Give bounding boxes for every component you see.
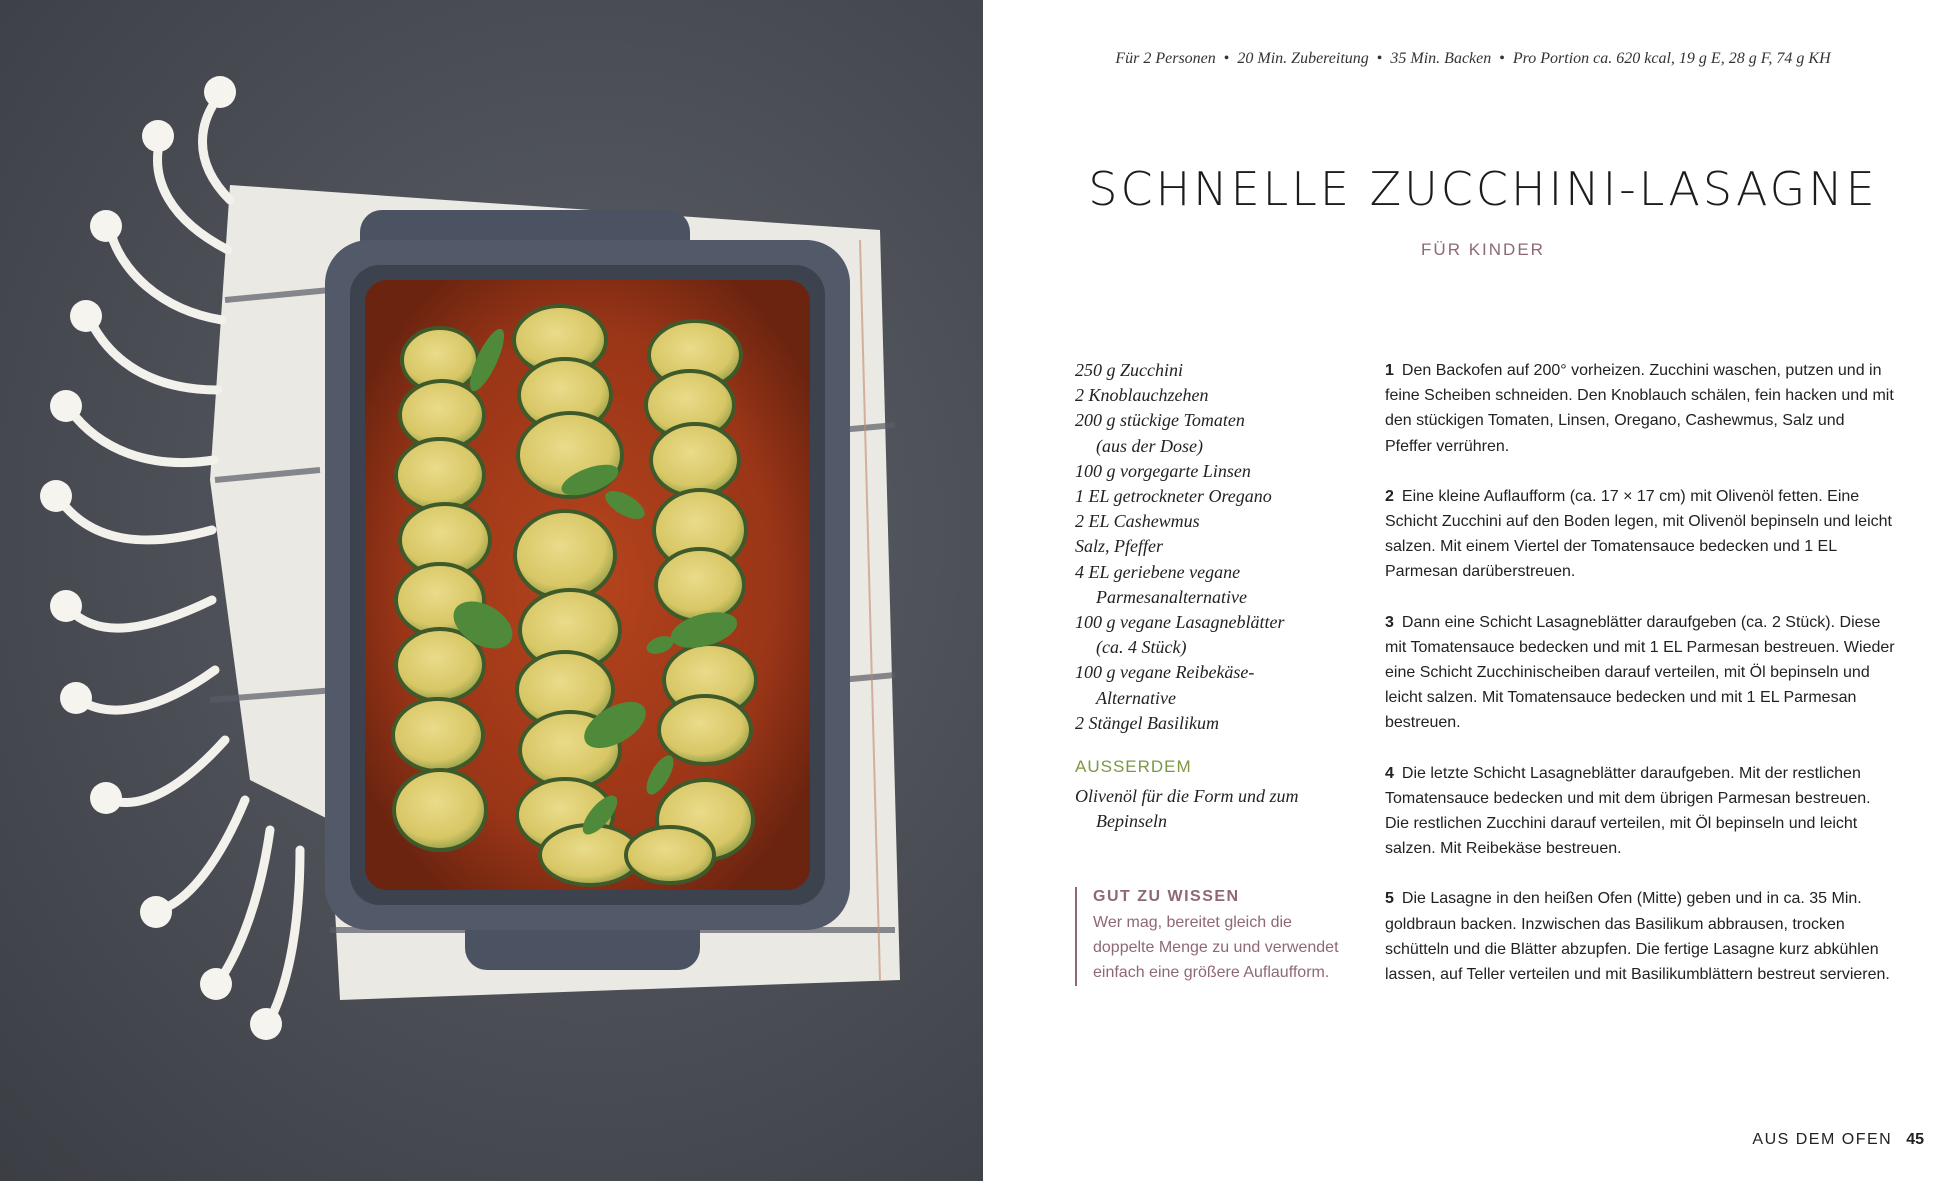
ingredient-item: 100 g vegane Reibekäse- (1075, 662, 1255, 683)
ingredient-item: (ca. 4 Stück) (1096, 637, 1187, 658)
bake-time: 35 Min. Backen (1390, 50, 1492, 67)
prep-time: 20 Min. Zubereitung (1237, 50, 1369, 67)
separator-dot: • (1376, 50, 1383, 67)
step-number: 1 (1385, 362, 1394, 379)
step-text: Den Backofen auf 200° vorheizen. Zucchini waschen, putzen und in feine Scheiben schneiden. Den Knoblauch schälen, fein hacken und mit den stückigen Tomaten, Linsen, Oregano, Cashewmus, Salz und Pfeffer verrühren. (1385, 362, 1894, 455)
step-text: Eine kleine Auflaufform (ca. 17 × 17 cm) mit Olivenöl fetten. Eine Schicht Zucchini auf den Boden legen, mit Olivenöl bepinseln und leicht salzen. Mit einem Viertel der Tomatensauce bedecken und 1 EL Parmesan darüberstreuen. (1385, 487, 1892, 581)
ingredient-item: Parmesanalternative (1096, 586, 1247, 607)
separator-dot: • (1499, 50, 1505, 67)
step-text: Die Lasagne in den heißen Ofen (Mitte) geben und in ca. 35 Min. goldbraun backen. Inzwischen das Basilikum abbrausen, trocken schütteln und die Blätter abzupfen. Die fertige Lasagne kurz abkühlen lassen, auf Teller verteilen und mit Basilikumblättern bestreut servieren. (1385, 890, 1890, 984)
step-number: 4 (1385, 764, 1394, 782)
page-footer (1752, 1131, 1924, 1149)
servings: Für 2 Personen (1115, 50, 1216, 67)
ingredient-item: 2 Knoblauchzehen (1075, 385, 1209, 406)
tip-box (1075, 887, 1343, 986)
step-number: 5 (1385, 890, 1394, 908)
ingredient-item: 2 Stängel Basilikum (1075, 712, 1219, 733)
extra-heading: AUSSERDEM (1075, 757, 1192, 776)
extra-line: Olivenöl für die Form und zum (1075, 786, 1299, 806)
ingredient-item: 200 g stückige Tomaten (1075, 410, 1245, 431)
step-text: Dann eine Schicht Lasagneblätter daraufgeben (ca. 2 Stück). Diese mit Tomatensauce bedecken und mit 1 EL Parmesan bestreuen. Wieder eine Schicht Zucchinischeiben darauf verteilen, mit Öl bepinseln und leicht salzen. Mit Tomatensauce bedecken und mit 1 EL Parmesan bestreuen. (1385, 613, 1895, 732)
step-5 (1385, 886, 1895, 987)
ingredient-item: 2 EL Cashewmus (1075, 511, 1200, 532)
instruction-steps (1385, 358, 1895, 1012)
ingredient-item: (aus der Dose) (1096, 435, 1203, 456)
extra-ingredients (1075, 784, 1325, 834)
ingredient-item: 250 g Zucchini (1075, 360, 1183, 380)
step-number: 3 (1385, 613, 1394, 631)
tip-body: Wer mag, bereitet gleich die doppelte Menge zu und verwendet einfach eine größere Auflaufform. (1093, 914, 1339, 982)
separator-dot: • (1223, 50, 1230, 67)
step-4 (1385, 761, 1895, 862)
step-2 (1385, 484, 1895, 585)
ingredient-item: Salz, Pfeffer (1075, 536, 1163, 557)
recipe-title: SCHNELLE ZUCCHINI-LASAGNE (1088, 162, 1878, 216)
nutrition: Pro Portion ca. 620 kcal, 19 g E, 28 g F, 74 g KH (1512, 50, 1831, 67)
ingredient-list (1075, 358, 1325, 736)
ingredient-item: 100 g vegane Lasagneblätter (1075, 612, 1285, 633)
recipe-subtitle: FÜR KINDER (1421, 240, 1545, 259)
ingredient-item: 4 EL geriebene vegane (1075, 561, 1241, 582)
step-1 (1385, 358, 1895, 459)
tip-heading: GUT ZU WISSEN (1093, 888, 1240, 905)
recipe-page (983, 0, 1948, 1181)
step-number: 2 (1385, 487, 1394, 505)
recipe-meta (1093, 50, 1853, 68)
ingredient-item: Alternative (1096, 687, 1176, 708)
step-3 (1385, 610, 1895, 736)
page-number: 45 (1906, 1131, 1924, 1148)
ingredient-item: 1 EL getrockneter Oregano (1075, 486, 1272, 507)
extra-line: Bepinseln (1096, 811, 1167, 832)
step-text: Die letzte Schicht Lasagneblätter daraufgeben. Mit der restlichen Tomatensauce bedecken und mit dem übrigen Parmesan bestreuen. Die restlichen Zucchini darauf verteilen, mit Öl bepinseln und leicht salzen. Mit Reibekäse bestreuen. (1385, 764, 1871, 858)
section-name: AUS DEM OFEN (1752, 1131, 1893, 1148)
ingredient-item: 100 g vorgegarte Linsen (1075, 460, 1251, 481)
